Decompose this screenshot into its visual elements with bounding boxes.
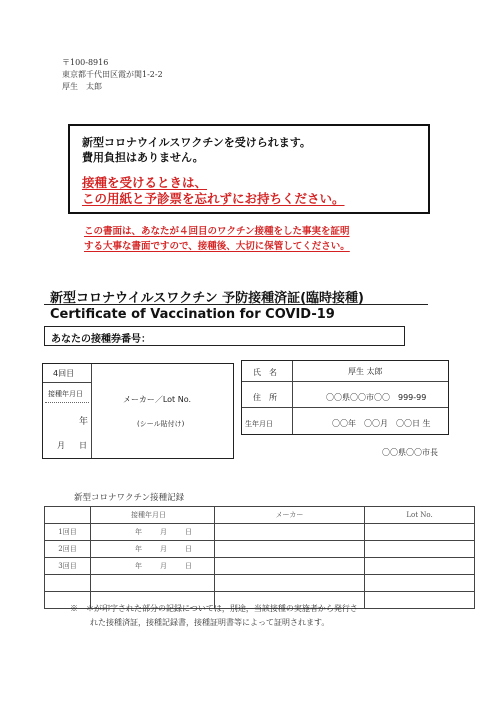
dose-label: 4回目 bbox=[53, 369, 75, 378]
maker-cell bbox=[215, 524, 365, 541]
maker-cell bbox=[215, 575, 365, 592]
header-cell: メーカー bbox=[215, 507, 365, 524]
lot-cell bbox=[365, 575, 475, 592]
year-label: 年 bbox=[79, 417, 89, 427]
notice-line-1: 新型コロナウイルスワクチンを受けられます。 bbox=[82, 136, 311, 149]
name-value: 厚生 太郎 bbox=[348, 367, 383, 376]
date-cell: 年 月 日 bbox=[91, 524, 215, 541]
recipient-name: 厚生 太郎 bbox=[62, 82, 102, 91]
notice-red-line-2: この用紙と予診票を忘れずにお持ちください。 bbox=[82, 191, 345, 206]
notice-box bbox=[68, 124, 430, 214]
footnote-line-1: ※ ＊が印字された部分の記録については，別途，当該接種の実施者から発行さ bbox=[70, 604, 358, 613]
postal-code: 〒100-8916 bbox=[62, 58, 109, 67]
birthdate-value: 〇〇年 〇〇月 〇〇日 生 bbox=[332, 419, 431, 428]
lot-cell bbox=[365, 541, 475, 558]
personal-info-panel bbox=[241, 360, 449, 435]
vaccination-record-table bbox=[44, 506, 475, 609]
header-cell: Lot No. bbox=[365, 507, 475, 524]
ticket-number-box bbox=[44, 326, 405, 346]
table-row bbox=[45, 575, 475, 592]
header-cell: 接種年月日 bbox=[91, 507, 215, 524]
date-header: 接種年月日 bbox=[48, 390, 83, 398]
title-underline bbox=[44, 304, 428, 305]
date-cell: 年 月 日 bbox=[91, 558, 215, 575]
lot-cell bbox=[365, 558, 475, 575]
dose-cell: 2回目 bbox=[45, 541, 91, 558]
birthdate-label: 生年月日 bbox=[245, 420, 273, 428]
record-title: 新型コロナワクチン接種記録 bbox=[74, 493, 185, 503]
street-address: 東京都千代田区霞が関1-2-2 bbox=[62, 70, 163, 79]
footnote-line-2: れた接種済証，接種記録書，接種証明書等によって証明されます。 bbox=[90, 618, 330, 627]
table-header-row bbox=[45, 507, 475, 524]
maker-cell bbox=[215, 558, 365, 575]
table-row bbox=[45, 558, 475, 575]
maker-cell bbox=[215, 541, 365, 558]
sticker-label: (シール貼付け) bbox=[137, 420, 185, 428]
warning-line-1: この書面は、あなたが４回目のワクチン接種をした事実を証明 bbox=[84, 226, 350, 237]
name-label: 氏 名 bbox=[253, 368, 277, 377]
address-value: 〇〇県〇〇市〇〇 999-99 bbox=[326, 393, 427, 402]
maker-lot-label: メーカー／Lot No. bbox=[123, 395, 192, 404]
table-row bbox=[45, 524, 475, 541]
dose-cell: 1回目 bbox=[45, 524, 91, 541]
warning-line-2: する大事な書面ですので、接種後、大切に保管してください。 bbox=[84, 241, 350, 252]
month-label: 月 bbox=[57, 441, 65, 450]
ticket-number-label: あなたの接種券番号： bbox=[51, 334, 151, 345]
dose-cell bbox=[45, 575, 91, 592]
dose-panel bbox=[42, 363, 234, 459]
certificate-title-english: Certificate of Vaccination for COVID-19 bbox=[50, 307, 335, 322]
date-cell bbox=[91, 575, 215, 592]
notice-red-line-1: 接種を受けるときは、 bbox=[82, 175, 208, 190]
notice-line-2: 費用負担はありません。 bbox=[82, 151, 204, 164]
table-row bbox=[45, 541, 475, 558]
issuer: 〇〇県〇〇市長 bbox=[382, 448, 438, 457]
dose-cell: 3回目 bbox=[45, 558, 91, 575]
lot-cell bbox=[365, 524, 475, 541]
address-block bbox=[62, 57, 163, 93]
address-label: 住 所 bbox=[253, 393, 277, 402]
day-label: 日 bbox=[79, 441, 87, 450]
header-cell bbox=[45, 507, 91, 524]
lot-cell bbox=[365, 592, 475, 609]
certificate-title: 新型コロナウイルスワクチン 予防接種済証(臨時接種) bbox=[50, 291, 364, 306]
date-cell: 年 月 日 bbox=[91, 541, 215, 558]
